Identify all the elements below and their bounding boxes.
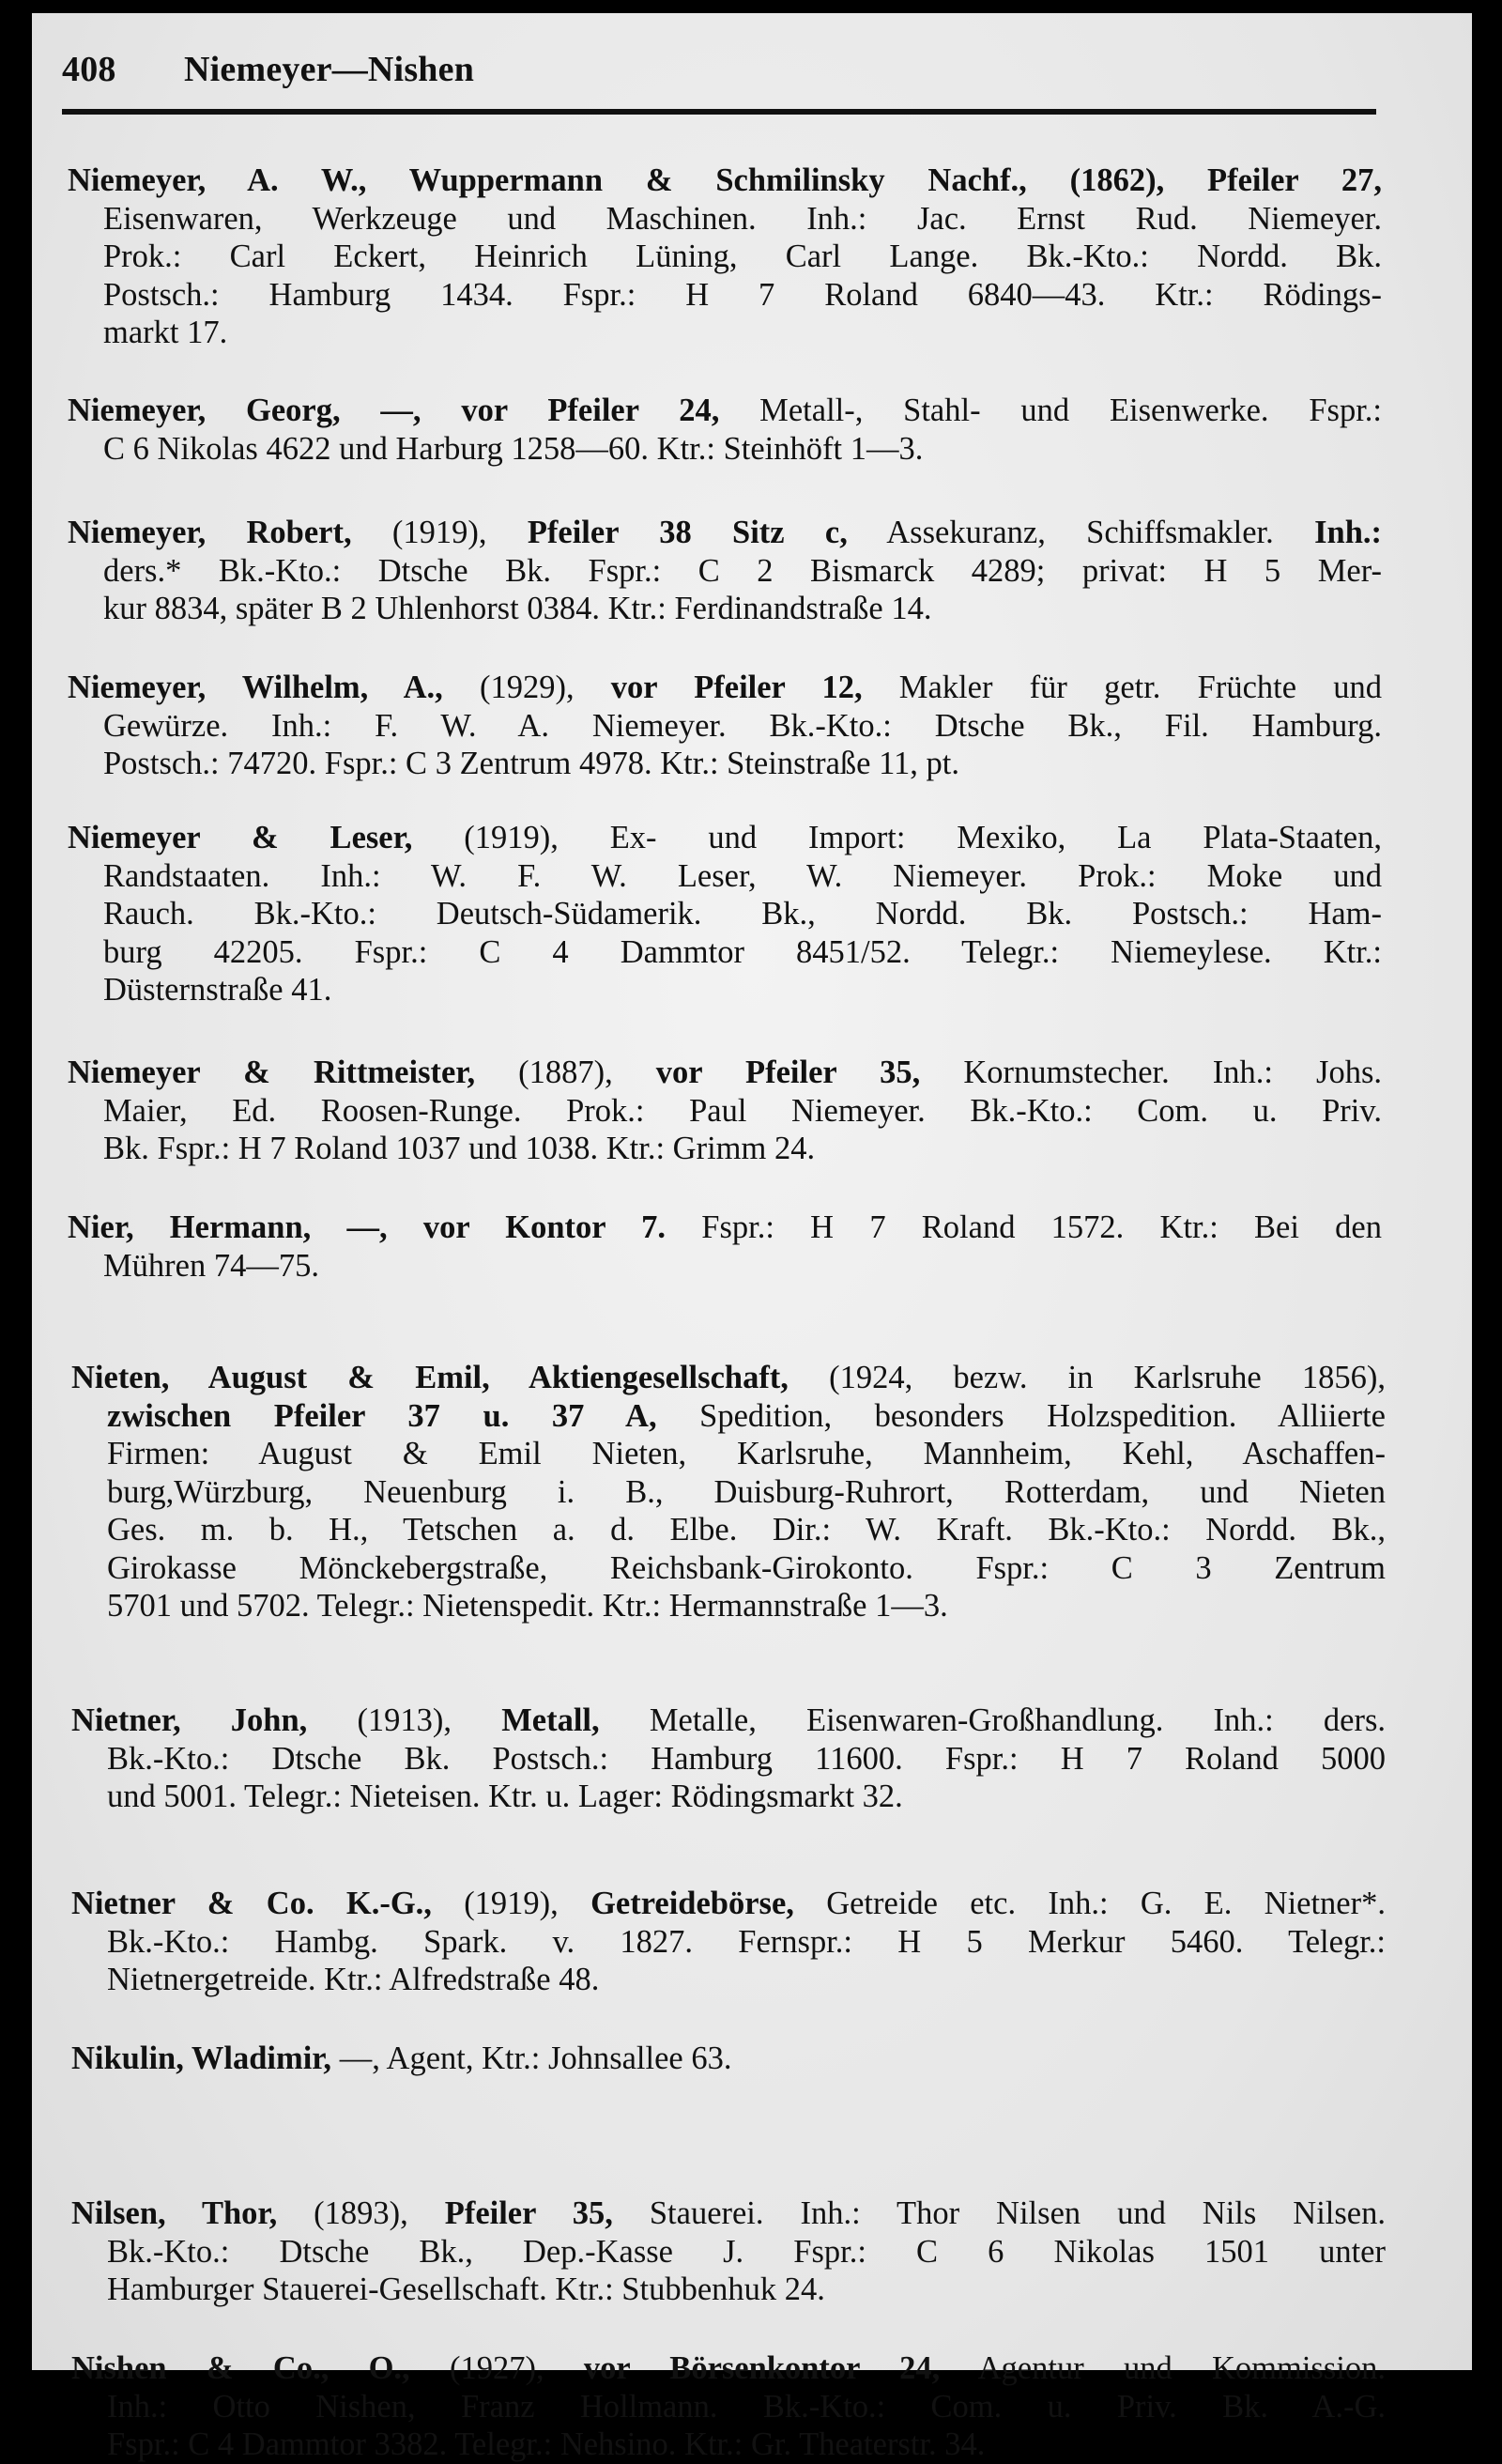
entry-text-line bbox=[71, 2388, 1386, 2426]
entry-text-line bbox=[71, 1397, 1386, 1436]
entry-bold-text: vor Pfeiler 35, bbox=[655, 1055, 921, 1090]
entry-text: Getreide etc. Inh.: G. E. Nietner*. bbox=[793, 1886, 1386, 1921]
entry-bold-text: Niemeyer & Rittmeister, bbox=[68, 1055, 476, 1090]
entry-text-line bbox=[68, 707, 1382, 746]
entry-text: ders.* Bk.-Kto.: Dtsche Bk. Fspr.: C 2 Bismarck 4289; privat: H 5 Mer- bbox=[103, 552, 1382, 589]
entry-heading-line bbox=[68, 162, 1382, 200]
entry-text-line bbox=[71, 1961, 1386, 1999]
entry-text: Mühren 74—75. bbox=[103, 1247, 319, 1284]
entry-text: Inh.: Otto Nishen, Franz Hollmann. Bk.-Kto.: Com. u. Priv. Bk. A.-G. bbox=[107, 2388, 1386, 2425]
entry-text-line bbox=[68, 200, 1382, 239]
entry-text: Postsch.: 74720. Fspr.: C 3 Zentrum 4978. Ktr.: Steinstraße 11, pt. bbox=[103, 746, 960, 781]
entry-heading-line bbox=[68, 392, 1382, 430]
entry-text: Maier, Ed. Roosen-Runge. Prok.: Paul Niemeyer. Bk.-Kto.: Com. u. Priv. bbox=[103, 1092, 1382, 1129]
page-number: 408 bbox=[62, 50, 116, 89]
entry-text: (1887), bbox=[475, 1055, 656, 1090]
entry-text: (1927), bbox=[409, 2350, 584, 2386]
entry-text: Fspr.: C 4 Dammtor 3382. Telegr.: Nehsino. Ktr.: Gr. Theaterstr. 34. bbox=[107, 2426, 986, 2462]
directory-entry bbox=[71, 1702, 1386, 1816]
entry-text: Nietnergetreide. Ktr.: Alfredstraße 48. bbox=[107, 1962, 600, 1997]
entry-text: 5701 und 5702. Telegr.: Nietenspedit. Ktr.: Hermannstraße 1—3. bbox=[107, 1588, 948, 1624]
entry-text: burg,Würzburg, Neuenburg i. B., Duisburg-Ruhrort, Rotterdam, und Nieten bbox=[107, 1473, 1386, 1510]
directory-entry bbox=[68, 1209, 1382, 1285]
entry-text: Firmen: August & Emil Nieten, Karlsruhe, Mannheim, Kehl, Aschaffen- bbox=[107, 1436, 1386, 1471]
directory-entry bbox=[68, 819, 1382, 1009]
entry-bold-text: Niemeyer, Georg, —, vor Pfeiler 24, bbox=[68, 393, 720, 428]
entry-text: Fspr.: H 7 Roland 1572. Ktr.: Bei den bbox=[666, 1209, 1382, 1245]
directory-entry bbox=[71, 2040, 1386, 2078]
entry-text-line bbox=[68, 314, 1382, 352]
entry-text-line bbox=[68, 971, 1382, 1009]
book-page bbox=[32, 13, 1472, 2462]
entry-bold-text: Niemeyer & Leser, bbox=[68, 820, 413, 855]
entry-bold-text: Niemeyer, Robert, bbox=[68, 515, 352, 550]
entry-text-line bbox=[68, 552, 1382, 591]
directory-entry bbox=[68, 669, 1382, 783]
entry-bold-text: Nier, Hermann, —, vor Kontor 7. bbox=[68, 1209, 667, 1245]
entry-bold-text: Pfeiler 38 Sitz c, bbox=[527, 515, 848, 550]
entry-text-line bbox=[68, 1247, 1382, 1286]
entry-bold-text: Inh.: bbox=[1314, 515, 1382, 550]
entry-text: (1929), bbox=[442, 670, 611, 705]
entry-text: Gewürze. Inh.: F. W. A. Niemeyer. Bk.-Kto.: Dtsche Bk., Fil. Hamburg. bbox=[103, 707, 1382, 744]
entry-text-line bbox=[71, 1473, 1386, 1512]
entry-text: Ges. m. b. H., Tetschen a. d. Elbe. Dir.: W. Kraft. Bk.-Kto.: Nordd. Bk., bbox=[107, 1512, 1386, 1548]
entry-text: (1893), bbox=[277, 2195, 445, 2231]
entry-text: markt 17. bbox=[103, 315, 228, 350]
entry-heading-line bbox=[68, 1054, 1382, 1092]
entry-bold-text: Nietner & Co. K.-G., bbox=[71, 1886, 432, 1921]
entry-text-line bbox=[71, 1549, 1386, 1588]
entry-heading-line bbox=[71, 2040, 1386, 2078]
entry-bold-text: vor Pfeiler 12, bbox=[610, 670, 863, 705]
entry-heading-line bbox=[68, 514, 1382, 552]
entry-bold-text: Nikulin, Wladimir, bbox=[71, 2040, 332, 2076]
entry-bold-text: Nieten, August & Emil, Aktiengesellschaft, bbox=[71, 1360, 789, 1395]
entry-text-line bbox=[71, 1778, 1386, 1816]
entry-text-line bbox=[68, 238, 1382, 276]
entry-text: Girokasse Mönckebergstraße, Reichsbank-Girokonto. Fspr.: C 3 Zentrum bbox=[107, 1549, 1386, 1586]
entry-text: burg 42205. Fspr.: C 4 Dammtor 8451/52. Telegr.: Niemeylese. Ktr.: bbox=[103, 933, 1382, 970]
entry-bold-text: Pfeiler 35, bbox=[444, 2195, 613, 2231]
entry-text-line bbox=[68, 895, 1382, 933]
entry-bold-text: Metall, bbox=[501, 1702, 600, 1738]
entry-text: Düsternstraße 41. bbox=[103, 972, 332, 1008]
entry-bold-text: vor Börsenkontor 24, bbox=[583, 2350, 941, 2386]
directory-entry bbox=[68, 392, 1382, 468]
entry-text: Spedition, besonders Holzspedition. Alliierte bbox=[656, 1397, 1386, 1434]
entry-text-line bbox=[71, 1435, 1386, 1473]
entry-text: Bk. Fspr.: H 7 Roland 1037 und 1038. Ktr.: Grimm 24. bbox=[103, 1131, 816, 1166]
entry-bold-text: Niemeyer, Wilhelm, A., bbox=[68, 670, 443, 705]
entry-text: Bk.-Kto.: Hambg. Spark. v. 1827. Fernspr.: H 5 Merkur 5460. Telegr.: bbox=[107, 1923, 1386, 1960]
entry-text-line bbox=[71, 1587, 1386, 1625]
entry-text: Hamburger Stauerei-Gesellschaft. Ktr.: Stubbenhuk 24. bbox=[107, 2272, 825, 2307]
entry-text: (1924, bezw. in Karlsruhe 1856), bbox=[788, 1360, 1386, 1395]
entry-bold-text: zwischen Pfeiler 37 u. 37 A, bbox=[107, 1397, 657, 1434]
entry-text: Bk.-Kto.: Dtsche Bk. Postsch.: Hamburg 11600. Fspr.: H 7 Roland 5000 bbox=[107, 1740, 1386, 1777]
page-header bbox=[62, 49, 1376, 90]
entry-heading-line bbox=[68, 1209, 1382, 1247]
entry-text-line bbox=[68, 857, 1382, 896]
directory-entry bbox=[71, 2349, 1386, 2464]
header-rule bbox=[62, 109, 1376, 115]
entry-text: (1919), bbox=[431, 1886, 591, 1921]
entry-heading-line bbox=[71, 1359, 1386, 1397]
entry-heading-line bbox=[71, 1885, 1386, 1923]
entry-text: Kornumstecher. Inh.: Johs. bbox=[920, 1055, 1382, 1090]
entry-text-line bbox=[71, 1740, 1386, 1779]
entry-text: —, Agent, Ktr.: Johnsallee 63. bbox=[331, 2040, 732, 2076]
directory-entry bbox=[68, 1054, 1382, 1168]
entry-bold-text: Nishen & Co., O., bbox=[71, 2350, 410, 2386]
entry-text-line bbox=[68, 430, 1382, 469]
entry-text-line bbox=[68, 933, 1382, 972]
entry-text: Metalle, Eisenwaren-Großhandlung. Inh.: ders. bbox=[599, 1702, 1387, 1738]
entry-text: (1913), bbox=[307, 1702, 502, 1738]
entry-text: Assekuranz, Schiffsmakler. bbox=[847, 515, 1315, 550]
entry-text: (1919), Ex- und Import: Mexiko, La Plata-Staaten, bbox=[412, 820, 1382, 855]
entry-text-line bbox=[71, 2233, 1386, 2272]
entry-text: Stauerei. Inh.: Thor Nilsen und Nils Nilsen. bbox=[612, 2195, 1386, 2231]
entry-text-line bbox=[68, 745, 1382, 783]
directory-entry bbox=[71, 2194, 1386, 2309]
entry-text-line bbox=[71, 2271, 1386, 2309]
directory-entry bbox=[68, 514, 1382, 628]
entry-text-line bbox=[71, 1511, 1386, 1549]
entry-bold-text: Nilsen, Thor, bbox=[71, 2195, 278, 2231]
entry-heading-line bbox=[68, 669, 1382, 707]
entry-text: Metall-, Stahl- und Eisenwerke. Fspr.: bbox=[719, 393, 1382, 428]
entry-heading-line bbox=[71, 1702, 1386, 1740]
entry-text-line bbox=[68, 276, 1382, 315]
directory-entry bbox=[71, 1359, 1386, 1625]
entry-text: kur 8834, später B 2 Uhlenhorst 0384. Ktr.: Ferdinandstraße 14. bbox=[103, 591, 932, 626]
entry-heading-line bbox=[68, 819, 1382, 857]
entry-text-line bbox=[71, 2426, 1386, 2464]
entry-text: Bk.-Kto.: Dtsche Bk., Dep.-Kasse J. Fspr.: C 6 Nikolas 1501 unter bbox=[107, 2233, 1386, 2270]
directory-entry bbox=[68, 162, 1382, 352]
entry-text: Postsch.: Hamburg 1434. Fspr.: H 7 Roland 6840—43. Ktr.: Rödings- bbox=[103, 276, 1382, 313]
entry-bold-text: Niemeyer, A. W., Wuppermann & Schmilinsky Nachf., (1862), Pfeiler 27, bbox=[68, 162, 1382, 198]
entry-text-line bbox=[68, 1092, 1382, 1131]
entry-text: (1919), bbox=[351, 515, 528, 550]
entry-text: Rauch. Bk.-Kto.: Deutsch-Südamerik. Bk., Nordd. Bk. Postsch.: Ham- bbox=[103, 896, 1382, 932]
entry-heading-line bbox=[71, 2194, 1386, 2233]
entry-bold-text: Nietner, John, bbox=[71, 1702, 308, 1738]
entry-text: Prok.: Carl Eckert, Heinrich Lüning, Carl Lange. Bk.-Kto.: Nordd. Bk. bbox=[103, 239, 1382, 274]
directory-entry bbox=[71, 1885, 1386, 1999]
running-title: Niemeyer—Nishen bbox=[184, 50, 475, 89]
entry-text-line bbox=[71, 1923, 1386, 1962]
entry-text-line bbox=[68, 590, 1382, 628]
entry-text: und 5001. Telegr.: Nieteisen. Ktr. u. Lager: Rödingsmarkt 32. bbox=[107, 1779, 903, 1814]
entry-text: Makler für getr. Früchte und bbox=[862, 670, 1382, 705]
entry-text-line bbox=[68, 1130, 1382, 1168]
entry-heading-line bbox=[71, 2349, 1386, 2388]
entry-text: Randstaaten. Inh.: W. F. W. Leser, W. Niemeyer. Prok.: Moke und bbox=[103, 857, 1382, 894]
entry-text: Eisenwaren, Werkzeuge und Maschinen. Inh.: Jac. Ernst Rud. Niemeyer. bbox=[103, 200, 1382, 237]
entry-bold-text: Getreidebörse, bbox=[590, 1886, 794, 1921]
entry-text: Agentur und Kommission. bbox=[940, 2350, 1386, 2386]
entry-text: C 6 Nikolas 4622 und Harburg 1258—60. Ktr.: Steinhöft 1—3. bbox=[103, 430, 924, 467]
